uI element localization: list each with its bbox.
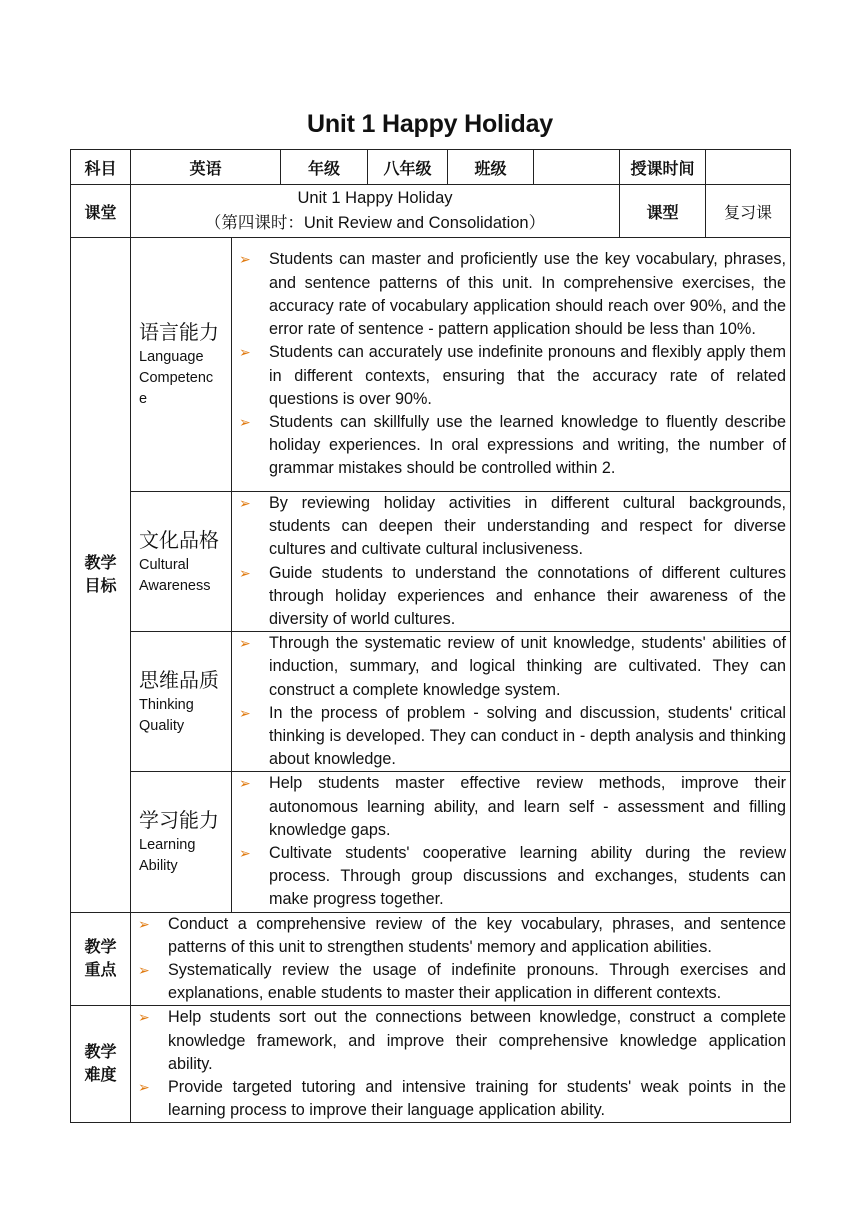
bullet-text: Students can master and proficiently use the key vocabulary, phrases, and sentence patterns of this unit. In comprehensive exercises, the accuracy rate of vocabulary application should reach over 90%, and the error rate of sentence - pattern application should be less than 10%. bbox=[269, 250, 787, 339]
arrow-bullet-icon: ➢ bbox=[239, 344, 251, 361]
subject-label: 科目 bbox=[71, 150, 131, 185]
page-title: Unit 1 Happy Holiday bbox=[306, 110, 554, 138]
time-label: 授课时间 bbox=[620, 150, 706, 185]
goal-content-language bbox=[232, 238, 791, 492]
goal-label-zh: 文化品格 bbox=[139, 529, 219, 552]
arrow-bullet-icon: ➢ bbox=[138, 915, 150, 932]
goal-row-thinking bbox=[71, 632, 791, 772]
subject-value: 英语 bbox=[131, 150, 281, 185]
goal-content-learning bbox=[232, 772, 791, 912]
key-points-content bbox=[131, 912, 791, 1006]
arrow-bullet-icon: ➢ bbox=[239, 495, 251, 511]
bullet-text: Through the systematic review of unit knowledge, students' abilities of induction, summary, and logical thinking are cultivated. They can construct a complete knowledge system. bbox=[269, 634, 787, 699]
class-label: 班级 bbox=[448, 150, 534, 185]
goal-label-en: Learning bbox=[139, 837, 196, 854]
key-points-row bbox=[71, 912, 791, 1006]
lesson-title: Unit 1 Happy Holiday bbox=[297, 189, 453, 207]
time-value[interactable] bbox=[706, 150, 791, 185]
bullet-text: Guide students to understand the connotations of different cultures through holiday experiences and enhance their awareness of the diversity of world cultures. bbox=[269, 563, 787, 629]
bullet-item bbox=[239, 632, 787, 702]
goal-label-zh: 语言能力 bbox=[139, 322, 219, 344]
bullet-text: Help students sort out the connections between knowledge, construct a complete knowledge framework, and improve their comprehensive knowledge application ability. bbox=[168, 1008, 787, 1073]
goals-label-line1: 教学 bbox=[84, 554, 117, 572]
bullet-item bbox=[239, 842, 787, 912]
bullet-item bbox=[239, 341, 787, 411]
goals-label bbox=[71, 238, 131, 913]
goal-row-learning bbox=[71, 772, 791, 912]
difficulties-label-line2: 难度 bbox=[84, 1067, 117, 1085]
key-points-label bbox=[71, 912, 131, 1006]
bullet-text: Conduct a comprehensive review of the key vocabulary, phrases, and sentence patterns of this unit to strengthen students' memory and application abilities. bbox=[168, 914, 787, 956]
lesson-row bbox=[71, 185, 791, 238]
goal-row-language bbox=[71, 238, 791, 492]
class-value[interactable] bbox=[534, 150, 620, 185]
arrow-bullet-icon: ➢ bbox=[138, 962, 150, 979]
grade-label: 年级 bbox=[281, 150, 368, 185]
lesson-title-cell bbox=[131, 185, 620, 238]
bullet-item bbox=[138, 959, 787, 1005]
bullet-item bbox=[239, 492, 787, 562]
difficulties-label-line1: 教学 bbox=[84, 1044, 117, 1062]
goal-label-zh: 学习能力 bbox=[139, 810, 219, 833]
arrow-bullet-icon: ➢ bbox=[239, 413, 251, 430]
goal-label-thinking bbox=[131, 632, 232, 772]
type-value: 复习课 bbox=[706, 185, 791, 238]
goal-label-en: Thinking bbox=[139, 696, 194, 713]
bullet-item bbox=[138, 1076, 787, 1122]
key-points-label-line2: 重点 bbox=[84, 962, 117, 980]
bullet-text: Systematically review the usage of indefinite pronouns. Through exercises and explanations, enable students to master their application in different contexts. bbox=[168, 961, 787, 1003]
goals-label-line2: 目标 bbox=[84, 577, 117, 595]
goal-label-en: Competenc bbox=[139, 370, 214, 386]
bullet-item bbox=[239, 772, 787, 842]
lesson-plan-table bbox=[70, 149, 791, 1123]
arrow-bullet-icon: ➢ bbox=[239, 564, 251, 581]
goal-label-en: e bbox=[139, 391, 148, 407]
goal-row-culture bbox=[71, 492, 791, 632]
difficulties-row bbox=[71, 1006, 791, 1123]
goal-label-en: Quality bbox=[139, 717, 185, 734]
bullet-item bbox=[239, 411, 787, 481]
arrow-bullet-icon: ➢ bbox=[239, 775, 251, 792]
arrow-bullet-icon: ➢ bbox=[138, 1009, 150, 1026]
key-points-label-line1: 教学 bbox=[84, 939, 117, 957]
type-label: 课型 bbox=[620, 185, 706, 238]
arrow-bullet-icon: ➢ bbox=[239, 845, 251, 862]
arrow-bullet-icon: ➢ bbox=[239, 251, 251, 268]
bullet-text: Provide targeted tutoring and intensive training for students' weak points in the learning process to improve their language application ability. bbox=[168, 1078, 787, 1120]
difficulties-label bbox=[71, 1006, 131, 1123]
goal-content-thinking bbox=[232, 632, 791, 772]
arrow-bullet-icon: ➢ bbox=[138, 1079, 150, 1096]
difficulties-content bbox=[131, 1006, 791, 1123]
goal-label-en: Cultural bbox=[139, 556, 189, 573]
bullet-text: Students can accurately use indefinite pronouns and flexibly apply them in different contexts, ensuring that the accuracy rate of related questions is over 90%. bbox=[269, 343, 787, 408]
goal-label-zh: 思维品质 bbox=[139, 669, 219, 692]
bullet-item bbox=[138, 1006, 787, 1076]
bullet-item bbox=[239, 562, 787, 632]
bullet-text: By reviewing holiday activities in different cultural backgrounds, students can deepen their understanding and respect for diverse cultures and cultivate cultural inclusiveness. bbox=[269, 494, 787, 559]
goal-label-language bbox=[131, 238, 232, 492]
goal-label-en: Ability bbox=[139, 858, 178, 875]
bullet-text: In the process of problem - solving and discussion, students' critical thinking is developed. They can conduct in - depth analysis and thinking about knowledge. bbox=[269, 703, 787, 769]
lesson-subtitle: （第四课时：Unit Review and Consolidation） bbox=[204, 214, 546, 232]
lesson-label: 课堂 bbox=[71, 185, 131, 238]
bullet-item bbox=[138, 913, 787, 959]
bullet-text: Help students master effective review methods, improve their autonomous learning ability, and learn self - assessment and filling knowledge gaps. bbox=[269, 774, 787, 839]
arrow-bullet-icon: ➢ bbox=[239, 635, 251, 652]
header-row bbox=[71, 150, 791, 185]
goal-label-learning bbox=[131, 772, 232, 912]
grade-value: 八年级 bbox=[368, 150, 448, 185]
goal-label-en: Language bbox=[139, 349, 204, 365]
goal-label-culture bbox=[131, 492, 232, 632]
bullet-item bbox=[239, 248, 787, 341]
bullet-item bbox=[239, 702, 787, 772]
goal-label-en: Awareness bbox=[139, 577, 211, 594]
bullet-text: Students can skillfully use the learned knowledge to fluently describe holiday experiences. In oral expressions and writing, the number of grammar mistakes should be controlled within 2. bbox=[269, 412, 787, 478]
bullet-text: Cultivate students' cooperative learning ability during the review process. Through group discussions and exchanges, students can make progress together. bbox=[269, 844, 787, 909]
goal-content-culture bbox=[232, 492, 791, 632]
arrow-bullet-icon: ➢ bbox=[239, 704, 251, 721]
